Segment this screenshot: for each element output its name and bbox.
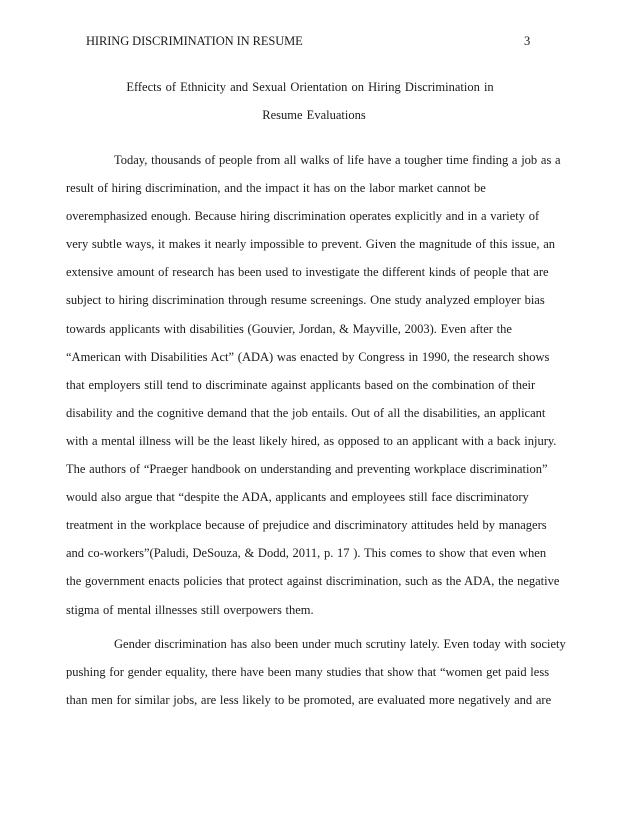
- text-line: The authors of “Praeger handbook on understanding and preventing workplace discrimination”: [66, 462, 548, 477]
- text-line: would also argue that “despite the ADA, applicants and employees still face discriminatory: [66, 490, 529, 505]
- title-line-2: Resume Evaluations: [262, 108, 366, 122]
- paragraph-1: [66, 146, 566, 624]
- text-line: and co-workers”(Paludi, DeSouza, & Dodd, 2011, p. 17 ). This comes to show that even when: [66, 546, 547, 561]
- title-line-1: Effects of Ethnicity and Sexual Orientation on Hiring Discrimination in: [126, 80, 494, 94]
- text-line: stigma of mental illnesses still overpowers them.: [66, 602, 314, 617]
- page-number: 3: [524, 34, 531, 48]
- text-line: Today, thousands of people from all walks of life have a tougher time finding a job as a: [114, 153, 561, 167]
- text-line: pushing for gender equality, there have been many studies that show that “women get paid less: [66, 664, 550, 679]
- body-text: [66, 146, 566, 714]
- text-line: result of hiring discrimination, and the impact it has on the labor market cannot be: [66, 181, 486, 196]
- text-line: than men for similar jobs, are less likely to be promoted, are evaluated more negatively and are: [66, 692, 552, 707]
- text-line: Gender discrimination has also been under much scrutiny lately. Even today with society: [114, 636, 566, 651]
- text-line: that employers still tend to discriminate against applicants based on the combination of their: [66, 377, 536, 392]
- text-line: subject to hiring discrimination through resume screenings. One study analyzed employer bias: [66, 293, 545, 308]
- text-line: very subtle ways, it makes it nearly impossible to prevent. Given the magnitude of this issue, an: [66, 237, 556, 252]
- text-line: extensive amount of research has been used to investigate the different kinds of people that are: [66, 265, 549, 280]
- text-line: “American with Disabilities Act” (ADA) was enacted by Congress in 1990, the research shows: [66, 349, 550, 364]
- text-line: overemphasized enough. Because hiring discrimination operates explicitly and in a variety of: [66, 209, 540, 224]
- paper-title: [66, 73, 562, 129]
- running-head: HIRING DISCRIMINATION IN RESUME: [86, 34, 303, 48]
- paragraph-2: [66, 630, 566, 714]
- text-line: towards applicants with disabilities (Gouvier, Jordan, & Mayville, 2003). Even after the: [66, 321, 512, 336]
- text-line: treatment in the workplace because of prejudice and discriminatory attitudes held by managers: [66, 518, 547, 533]
- text-line: with a mental illness will be the least likely hired, as opposed to an applicant with a back injury.: [66, 433, 557, 448]
- text-line: the government enacts policies that protect against discrimination, such as the ADA, the negative: [66, 574, 560, 589]
- text-line: disability and the cognitive demand that the job entails. Out of all the disabilities, an applicant: [66, 405, 546, 420]
